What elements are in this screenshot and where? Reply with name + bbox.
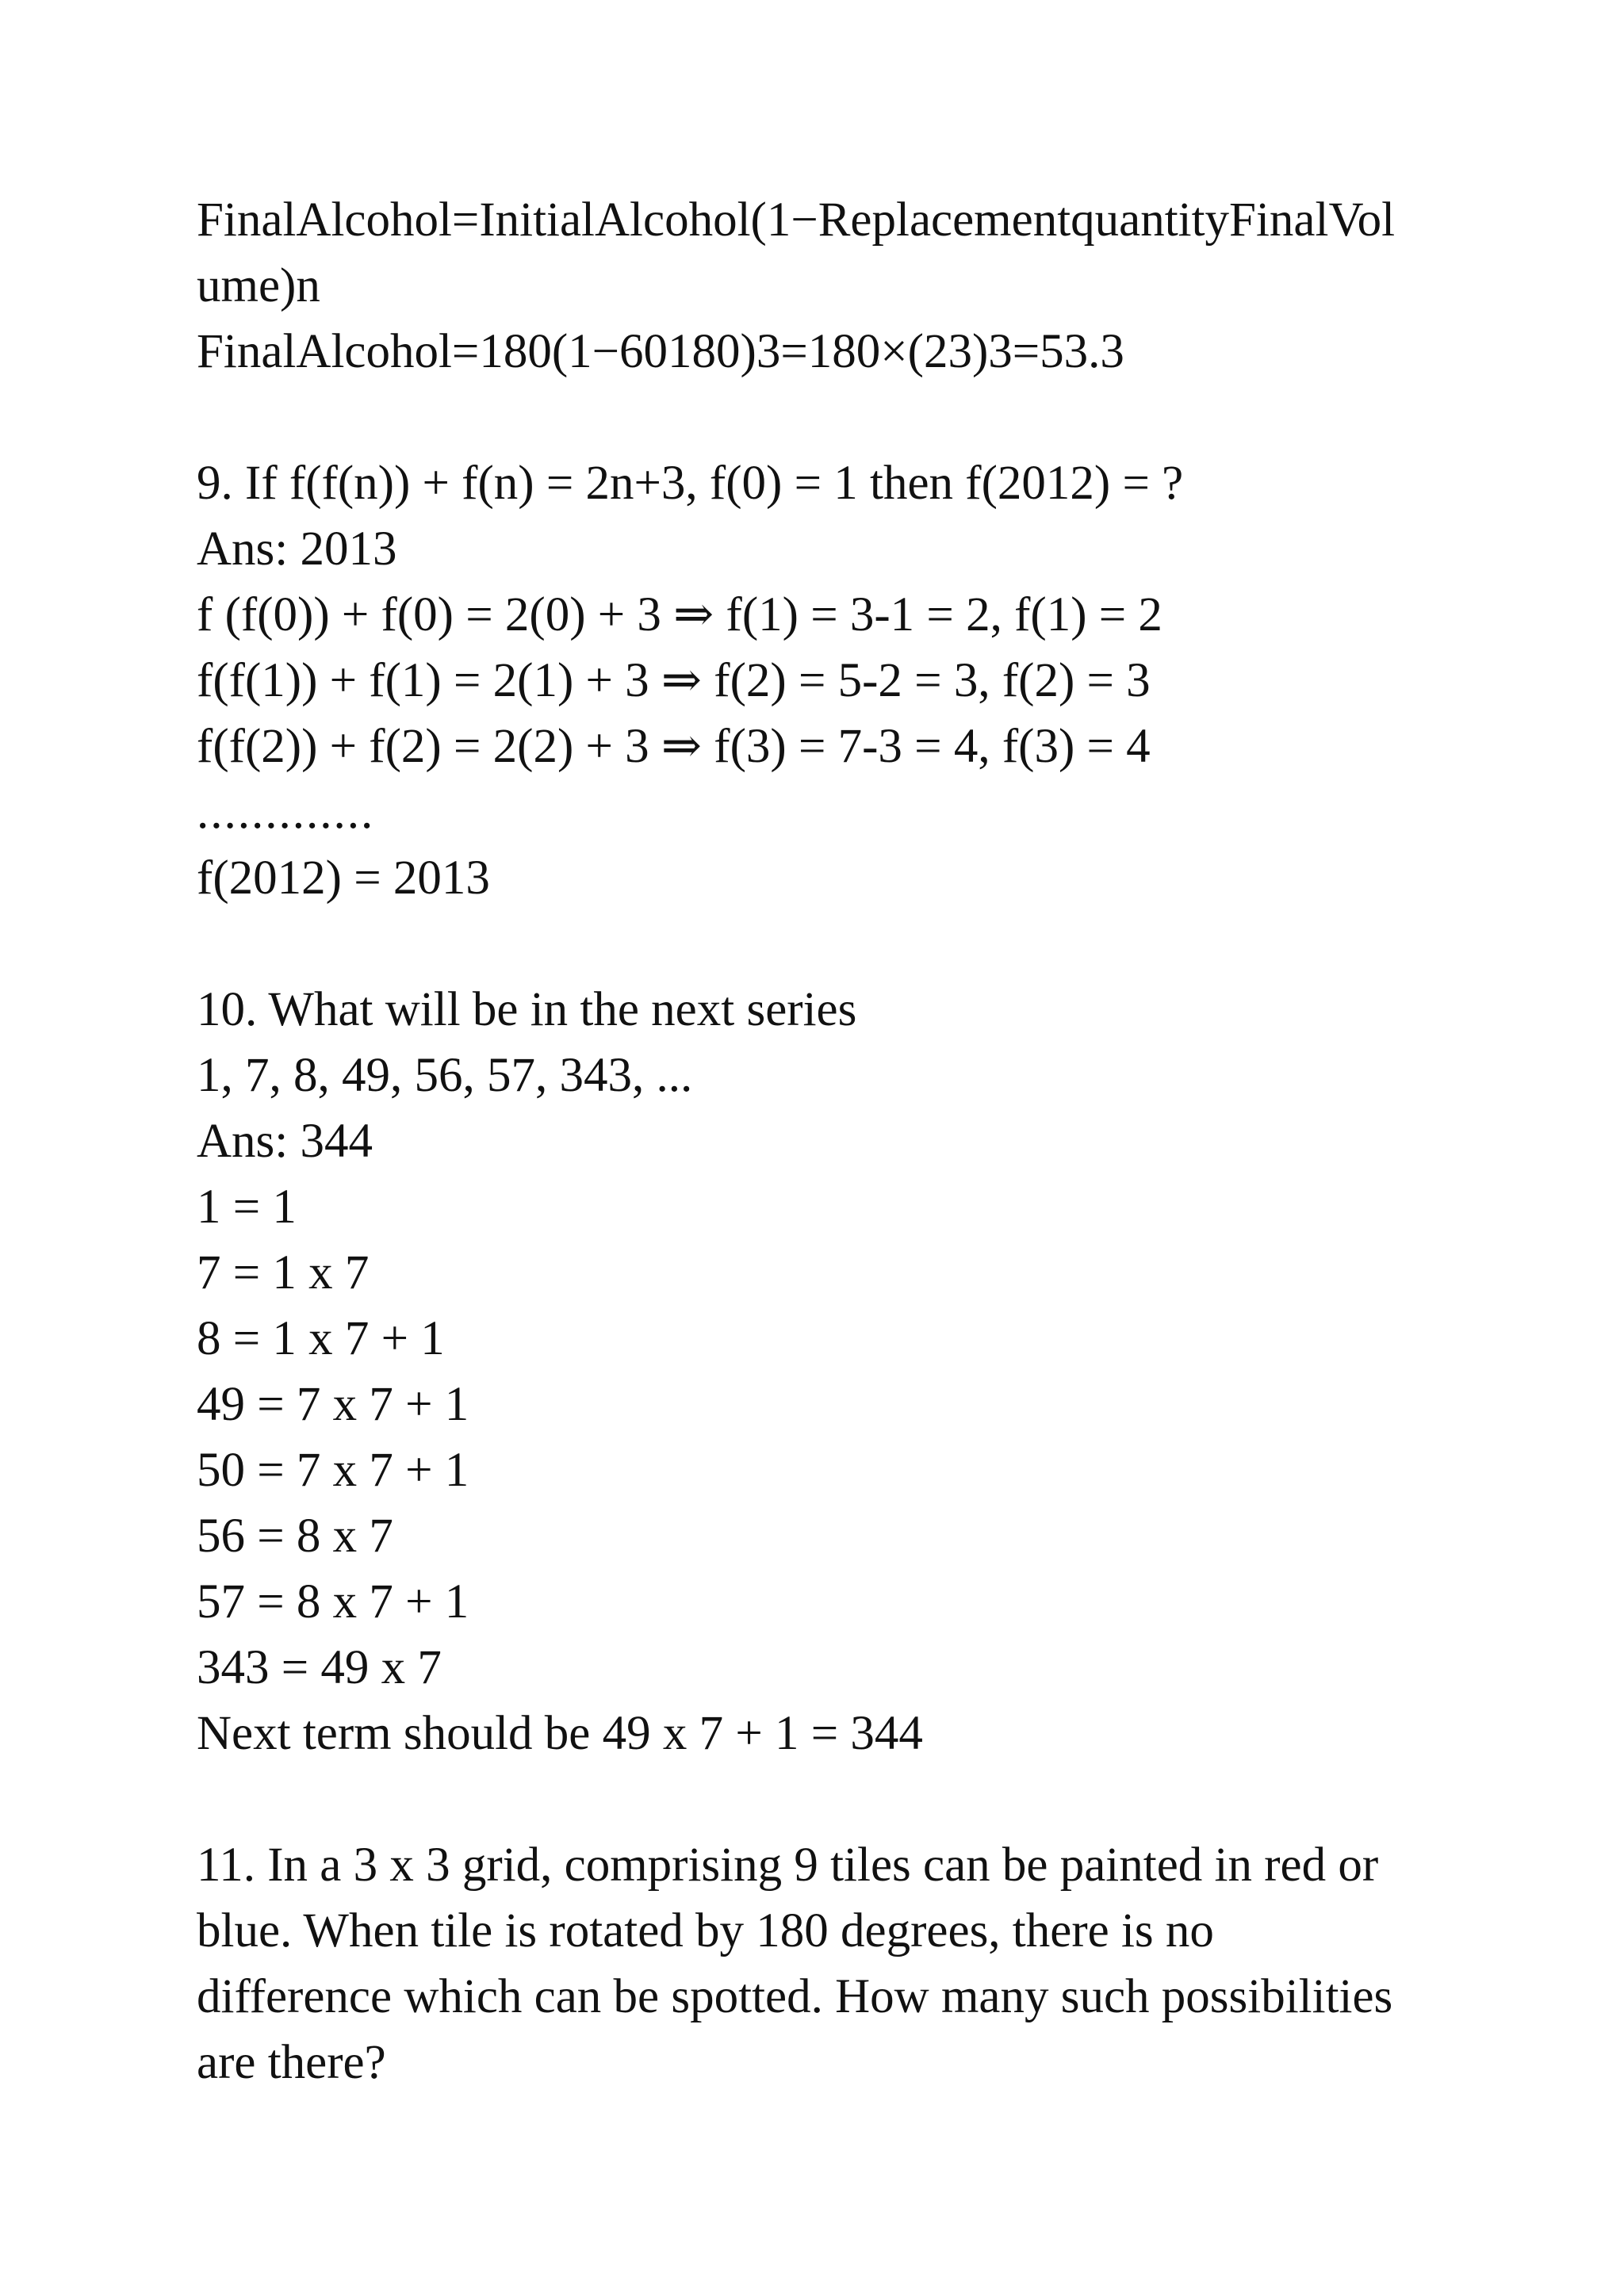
question-11-line-3: difference which can be spotted. How many such possibilities <box>197 1970 1393 2023</box>
q9-step-2: f(f(1)) + f(1) = 2(1) + 3 ⇒ f(2) = 5-2 = 3, f(2) = 3 <box>197 654 1151 707</box>
question-9: 9. If f(f(n)) + f(n) = 2n+3, f(0) = 1 then f(2012) = ? <box>197 457 1184 510</box>
q10-step-6: 56 = 8 x 7 <box>197 1510 393 1563</box>
q9-step-3: f(f(2)) + f(2) = 2(2) + 3 ⇒ f(3) = 7-3 = 4, f(3) = 4 <box>197 720 1151 773</box>
q9-ellipsis: ............. <box>197 786 375 839</box>
question-11-line-2: blue. When tile is rotated by 180 degrees, there is no <box>197 1904 1214 1957</box>
q9-result: f(2012) = 2013 <box>197 851 490 905</box>
answer-10: Ans: 344 <box>197 1115 373 1168</box>
formula-line-2: ume)n <box>197 259 320 312</box>
paragraph-gap <box>197 1766 1481 1832</box>
paragraph-gap <box>197 385 1481 450</box>
formula-line-3: FinalAlcohol=180(1−60180)3=180×(23)3=53.3 <box>197 325 1124 378</box>
document-body <box>197 187 1481 2095</box>
q10-series: 1, 7, 8, 49, 56, 57, 343, ... <box>197 1049 693 1102</box>
question-11-line-4: are there? <box>197 2036 386 2089</box>
q10-step-5: 50 = 7 x 7 + 1 <box>197 1444 469 1497</box>
q10-step-3: 8 = 1 x 7 + 1 <box>197 1312 445 1365</box>
q10-conclusion: Next term should be 49 x 7 + 1 = 344 <box>197 1707 923 1760</box>
answer-9: Ans: 2013 <box>197 522 397 576</box>
q10-step-2: 7 = 1 x 7 <box>197 1246 370 1299</box>
q10-step-4: 49 = 7 x 7 + 1 <box>197 1378 469 1431</box>
question-11-line-1: 11. In a 3 x 3 grid, comprising 9 tiles can be painted in red or <box>197 1839 1379 1892</box>
formula-line-1: FinalAlcohol=InitialAlcohol(1−ReplacementquantityFinalVol <box>197 193 1396 247</box>
q10-step-7: 57 = 8 x 7 + 1 <box>197 1575 469 1628</box>
paragraph-gap <box>197 911 1481 977</box>
q10-step-8: 343 = 49 x 7 <box>197 1641 442 1694</box>
q10-step-1: 1 = 1 <box>197 1181 297 1234</box>
question-10: 10. What will be in the next series <box>197 983 857 1036</box>
q9-step-1: f (f(0)) + f(0) = 2(0) + 3 ⇒ f(1) = 3-1 = 2, f(1) = 2 <box>197 588 1162 641</box>
